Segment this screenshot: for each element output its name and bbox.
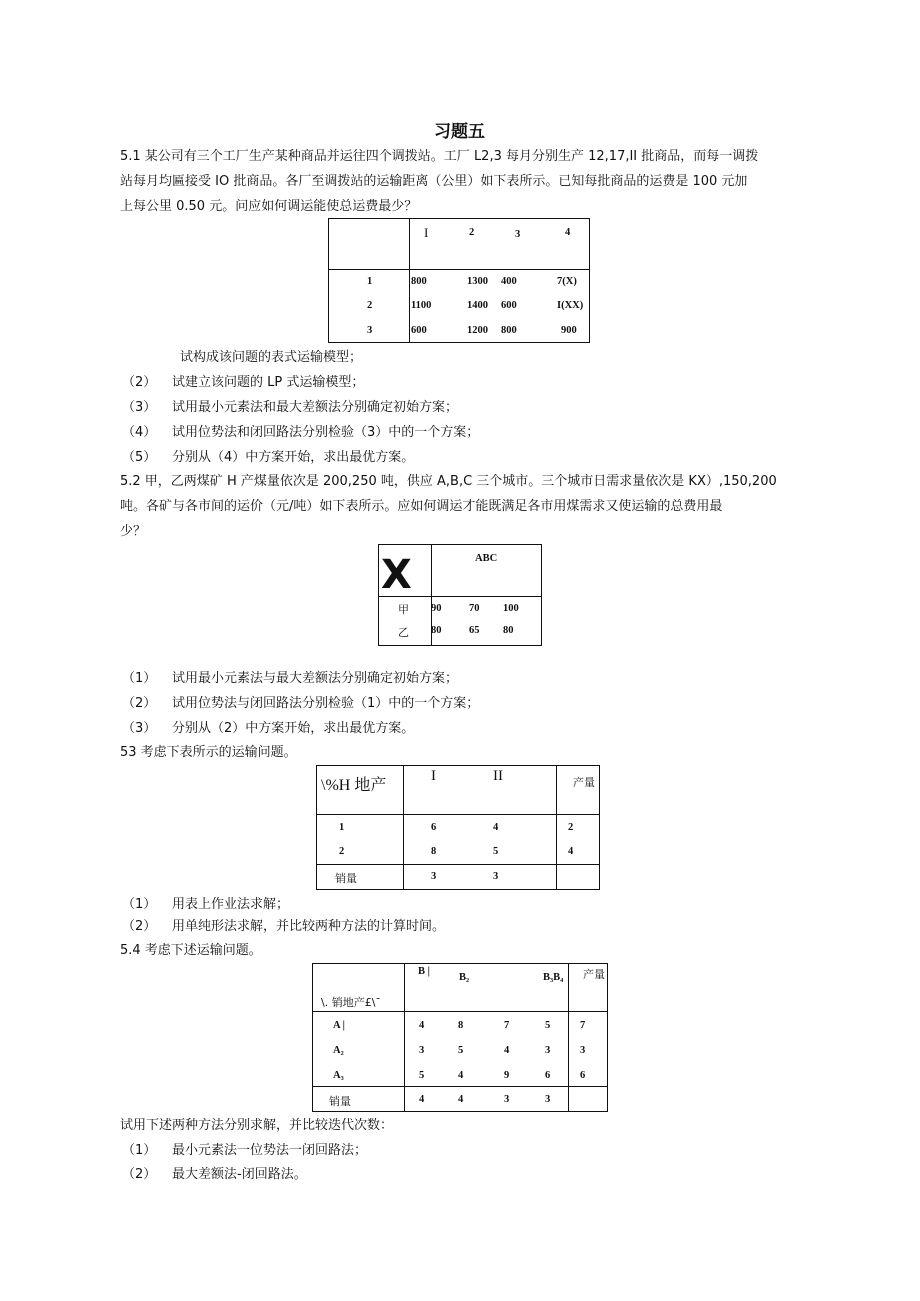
s4-cell: 4 — [419, 1020, 425, 1031]
s1-cell: 1200 — [467, 325, 488, 336]
s1-cell: 600 — [501, 300, 517, 311]
s2-item-num: （2） — [122, 696, 157, 711]
s2-cell: 80 — [431, 625, 442, 636]
s4-after-text: 试用下述两种方法分别求解，并比较迭代次数： — [120, 1118, 394, 1133]
s1-cell: I(XX) — [557, 300, 584, 311]
s3-row-label: 1 — [339, 822, 345, 833]
s1-col-header: 3 — [515, 229, 521, 240]
s2-cell: 80 — [503, 625, 514, 636]
s4-cell: 8 — [458, 1020, 464, 1031]
s4-col-header: B₂ — [459, 972, 470, 983]
s1-para-line-1: 5.1 某公司有三个工厂生产某种商品并运往四个调拨站。工厂 L2,3 每月分别生产 12,17,II 批商品，而每一调拨 — [120, 149, 759, 164]
s1-col-header: I — [424, 225, 429, 240]
s2-row-label: 乙 — [398, 626, 409, 639]
s4-cell: 3 — [545, 1045, 551, 1056]
s3-demand-label: 销量 — [335, 872, 357, 885]
s4-demand: 4 — [419, 1094, 425, 1105]
s2-row-label: 甲 — [398, 603, 409, 616]
s1-row-label: 2 — [367, 300, 373, 311]
s2-item-text: 分别从（2）中方案开始，求出最优方案。 — [172, 721, 415, 736]
s2-cell: 65 — [469, 625, 480, 636]
s1-cell: 400 — [501, 276, 517, 287]
s1-cell: 900 — [561, 325, 577, 336]
s1-cell: 800 — [501, 325, 517, 336]
s4-supply: 7 — [580, 1020, 586, 1031]
s3-item-num: （1） — [122, 897, 157, 912]
s3-corner-header: \%H 地产 — [321, 777, 387, 794]
s4-col-header: B₃B₄ — [543, 972, 564, 983]
s2-cell: 100 — [503, 603, 519, 614]
s1-row-label: 1 — [367, 276, 373, 287]
s1-item-text: 试构成该问题的表式运输模型； — [180, 350, 363, 365]
s1-item-num: （4） — [122, 425, 157, 440]
s1-cell: 600 — [411, 325, 427, 336]
s3-supply: 2 — [568, 822, 574, 833]
s2-col-header: ABC — [475, 553, 498, 564]
s1-item-text: 分别从（4）中方案开始，求出最优方案。 — [172, 450, 415, 465]
s4-para: 5.4 考虑下述运输问题。 — [120, 943, 262, 958]
s4-col-header: B | — [418, 966, 430, 977]
s1-cell: 1300 — [467, 276, 488, 287]
s1-para-line-2: 站每月均匾接受 IO 批商品。各厂至调拨站的运输距离（公里）如下表所示。已知每批商品的运费是 100 元加 — [120, 174, 748, 189]
s1-col-header: 2 — [469, 227, 475, 238]
s2-para-line-1: 5.2 甲，乙两煤矿 H 产煤量依次是 200,250 吨，供应 A,B,C 三个城市。三个城市日需求量依次是 KX）,150,200 — [120, 474, 777, 489]
s2-price-table — [378, 544, 542, 646]
s1-item-text: 试用最小元素法和最大差额法分别确定初始方案； — [172, 400, 459, 415]
diagonal-corner-mark: X — [381, 552, 412, 598]
s4-item-num: （1） — [122, 1143, 157, 1158]
s3-supply-header: 产量 — [573, 776, 595, 789]
s4-item-num: （2） — [122, 1167, 157, 1182]
s4-transport-table — [312, 963, 608, 1112]
s4-supply: 6 — [580, 1070, 586, 1081]
s4-supply: 3 — [580, 1045, 586, 1056]
s1-item-num: （5） — [122, 450, 157, 465]
s3-para: 53 考虑下表所示的运输问题。 — [120, 745, 297, 760]
s4-item-text: 最大差额法-闭回路法。 — [172, 1167, 307, 1182]
s4-row-label: A | — [333, 1020, 345, 1031]
s3-demand: 3 — [431, 871, 437, 882]
s1-item-text: 试用位势法和闭回路法分别检验（3）中的一个方案； — [172, 425, 480, 440]
s1-col-header: 4 — [565, 227, 571, 238]
s2-para-line-3: 少？ — [120, 524, 147, 539]
s4-cell: 4 — [458, 1070, 464, 1081]
s1-cell: 1100 — [411, 300, 432, 311]
s4-cell: 5 — [458, 1045, 464, 1056]
s3-col-header: II — [493, 768, 503, 784]
s4-item-text: 最小元素法一位势法一闭回路法； — [172, 1143, 368, 1158]
s4-demand: 4 — [458, 1094, 464, 1105]
s4-demand-label: 销量 — [329, 1095, 351, 1108]
s3-demand: 3 — [493, 871, 499, 882]
s1-distance-table — [328, 218, 590, 343]
s3-item-num: （2） — [122, 919, 157, 934]
s2-cell: 90 — [431, 603, 442, 614]
s1-cell: 800 — [411, 276, 427, 287]
s4-cell: 9 — [504, 1070, 510, 1081]
s2-cell: 70 — [469, 603, 480, 614]
s1-item-num: （3） — [122, 400, 157, 415]
s1-item-text: 试建立该问题的 LP 式运输模型； — [172, 375, 365, 390]
s3-item-text: 用单纯形法求解，并比较两种方法的计算时间。 — [172, 919, 446, 934]
s3-cell: 8 — [431, 846, 437, 857]
s4-demand: 3 — [504, 1094, 510, 1105]
s2-para-line-2: 吨。各矿与各市间的运价（元/吨）如下表所示。应如何调运才能既满足各市用煤需求又使运输的总费用最 — [120, 499, 723, 514]
s1-cell: 1400 — [467, 300, 488, 311]
s4-supply-header: 产量 — [583, 968, 605, 981]
s3-item-text: 用表上作业法求解； — [172, 897, 290, 912]
s2-item-num: （1） — [122, 671, 157, 686]
s4-cell: 5 — [545, 1020, 551, 1031]
s2-item-text: 试用最小元素法与最大差额法分别确定初始方案； — [172, 671, 459, 686]
s3-transport-table — [316, 765, 600, 890]
s4-cell: 7 — [504, 1020, 510, 1031]
s1-row-label: 3 — [367, 325, 373, 336]
s3-cell: 5 — [493, 846, 499, 857]
s3-col-header: I — [431, 768, 436, 784]
s2-item-num: （3） — [122, 721, 157, 736]
s3-supply: 4 — [568, 846, 574, 857]
s4-row-label: A₃ — [333, 1070, 344, 1081]
s1-cell: 7(X) — [557, 276, 577, 287]
s1-item-num: （2） — [122, 375, 157, 390]
s4-row-label: A₂ — [333, 1045, 344, 1056]
s4-cell: 3 — [419, 1045, 425, 1056]
s2-item-text: 试用位势法与闭回路法分别检验（1）中的一个方案； — [172, 696, 480, 711]
s1-para-line-3: 上每公里 0.50 元。问应如何调运能使总运费最少？ — [120, 199, 418, 214]
s3-cell: 4 — [493, 822, 499, 833]
s4-corner-header: \. 销地产£\ˉ — [321, 996, 381, 1009]
s4-cell: 6 — [545, 1070, 551, 1081]
s4-cell: 5 — [419, 1070, 425, 1081]
page-title: 习题五 — [434, 122, 485, 142]
s4-demand: 3 — [545, 1094, 551, 1105]
s3-row-label: 2 — [339, 846, 345, 857]
s4-cell: 4 — [504, 1045, 510, 1056]
s3-cell: 6 — [431, 822, 437, 833]
